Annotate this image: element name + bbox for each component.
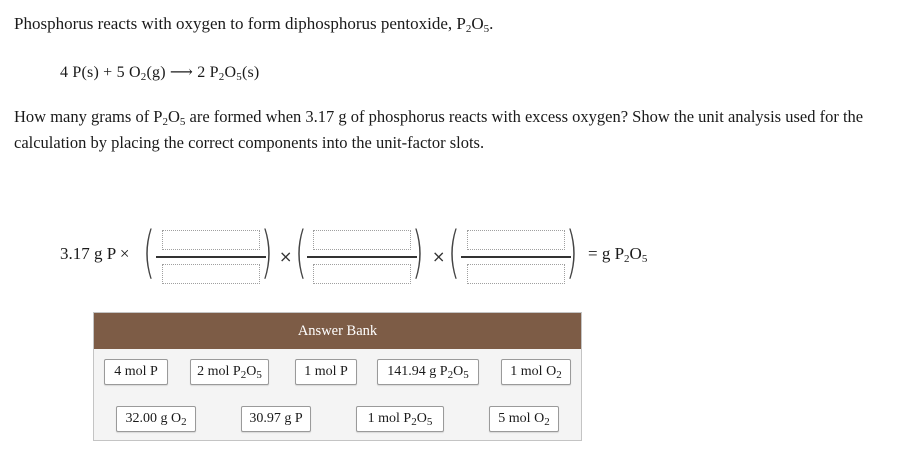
unit-factor-3 (461, 222, 571, 292)
factor-1-numerator-slot[interactable] (162, 230, 260, 250)
question-prompt: How many grams of $P_2O_5$ are formed when 3.17 g of phosphorus reacts with excess oxygen? Show the unit analysis used for the calculation by placing the correct components into the unit-factor slots. (14, 107, 864, 152)
left-paren-3: ( (447, 220, 460, 285)
answer-tile-141-94-g-p2o5[interactable]: 141.94 g $P_2O_5$ (377, 359, 479, 385)
times-sign: × (279, 247, 293, 266)
answer-tile-2-mol-p2o5[interactable]: 2 mol $P_2O_5$ (190, 359, 269, 385)
fraction-bar (461, 256, 571, 258)
factor-1-denominator-slot[interactable] (162, 264, 260, 284)
left-paren-2: ( (294, 220, 307, 285)
factor-2-numerator-slot[interactable] (313, 230, 411, 250)
factor-2-denominator-slot[interactable] (313, 264, 411, 284)
answer-bank-title: Answer Bank (94, 313, 581, 349)
answer-bank (93, 312, 582, 441)
factor-3-numerator-slot[interactable] (467, 230, 565, 250)
answer-tile-1-mol-p2o5[interactable]: 1 mol $P_2O_5$ (356, 406, 444, 432)
right-paren-3: ) (565, 220, 578, 285)
fraction-bar (307, 256, 417, 258)
given-quantity: 3.17 g P × (60, 244, 130, 263)
answer-tile-32-00-g-o2[interactable]: 32.00 g $O_2$ (116, 406, 196, 432)
result-units: = g $P_2O_5$ (588, 244, 648, 265)
question-intro: Phosphorus reacts with oxygen to form diphosphorus pentoxide, $P_2O_5$. (14, 14, 494, 35)
chemical-equation: 4 P(s) + 5 $O_2(g)$ ⟶ 2 $P_2O_5(s)$ (60, 64, 260, 83)
left-paren-1: ( (142, 220, 155, 285)
answer-tile-1-mol-o2[interactable]: 1 mol $O_2$ (501, 359, 571, 385)
answer-tile-5-mol-o2[interactable]: 5 mol $O_2$ (489, 406, 559, 432)
fraction-bar (156, 256, 266, 258)
right-paren-2: ) (411, 220, 424, 285)
factor-3-denominator-slot[interactable] (467, 264, 565, 284)
answer-tile-30-97-g-p[interactable]: 30.97 g P (241, 406, 311, 432)
unit-factor-1 (156, 222, 266, 292)
answer-tile-4-mol-p[interactable]: 4 mol P (104, 359, 168, 385)
right-paren-1: ) (260, 220, 273, 285)
times-sign: × (432, 247, 446, 266)
unit-factor-2 (307, 222, 417, 292)
answer-tile-1-mol-p[interactable]: 1 mol P (295, 359, 357, 385)
